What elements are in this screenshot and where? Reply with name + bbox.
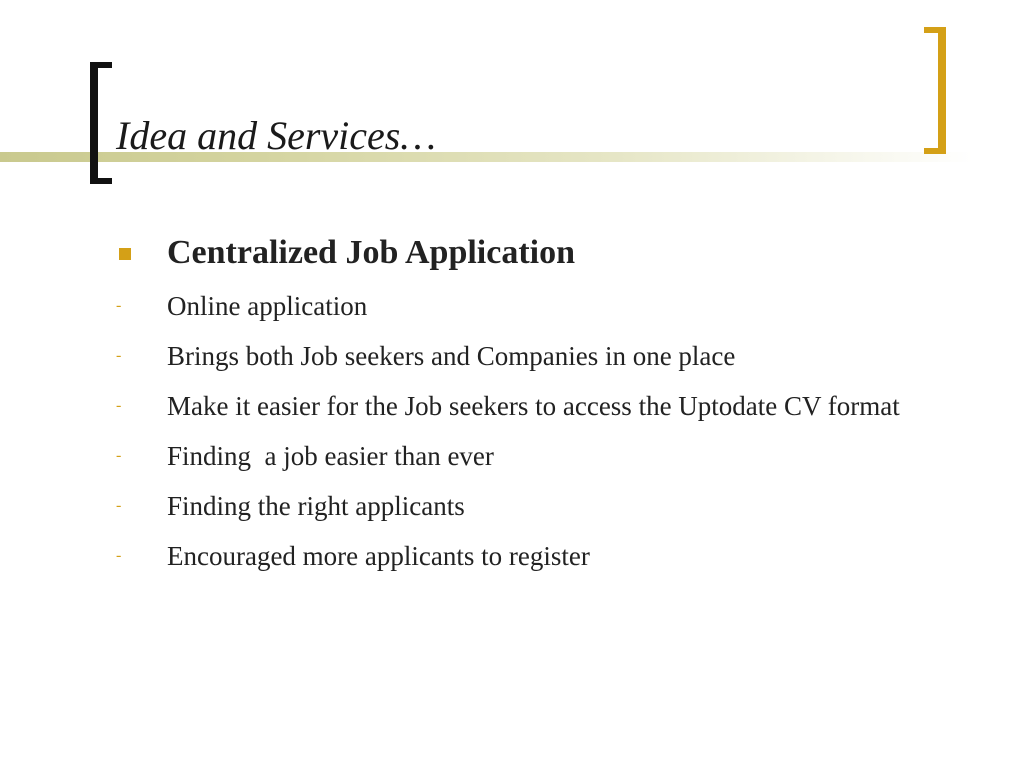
square-bullet-icon [119,248,131,260]
list-item [0,536,957,576]
list-item [0,386,957,426]
list-item [0,336,957,376]
dash-bullet-icon: - [116,297,122,314]
list-item-text: Brings both Job seekers and Companies in one place [167,341,736,371]
list-item-text: Online application [167,291,368,321]
main-bullet [0,228,1024,278]
slide-title: Idea and Services… [116,113,436,158]
list-item-text: Finding a job easier than ever [167,441,494,471]
dash-bullet-icon: - [116,397,122,414]
list-item [0,486,957,526]
bracket-left-icon [90,62,112,184]
dash-bullet-icon: - [116,347,122,364]
list-item-text: Finding the right applicants [167,491,465,521]
list-item [0,286,957,326]
list-item-text: Encouraged more applicants to register [167,541,590,571]
list-item-text: Make it easier for the Job seekers to access the Uptodate CV format [167,391,900,421]
list-item [0,436,957,476]
main-bullet-text: Centralized Job Application [167,234,576,271]
dash-bullet-icon: - [116,547,122,564]
dash-bullet-icon: - [116,447,122,464]
dash-bullet-icon: - [116,497,122,514]
bracket-right-icon [924,27,946,154]
sub-bullet-list [0,286,1024,586]
